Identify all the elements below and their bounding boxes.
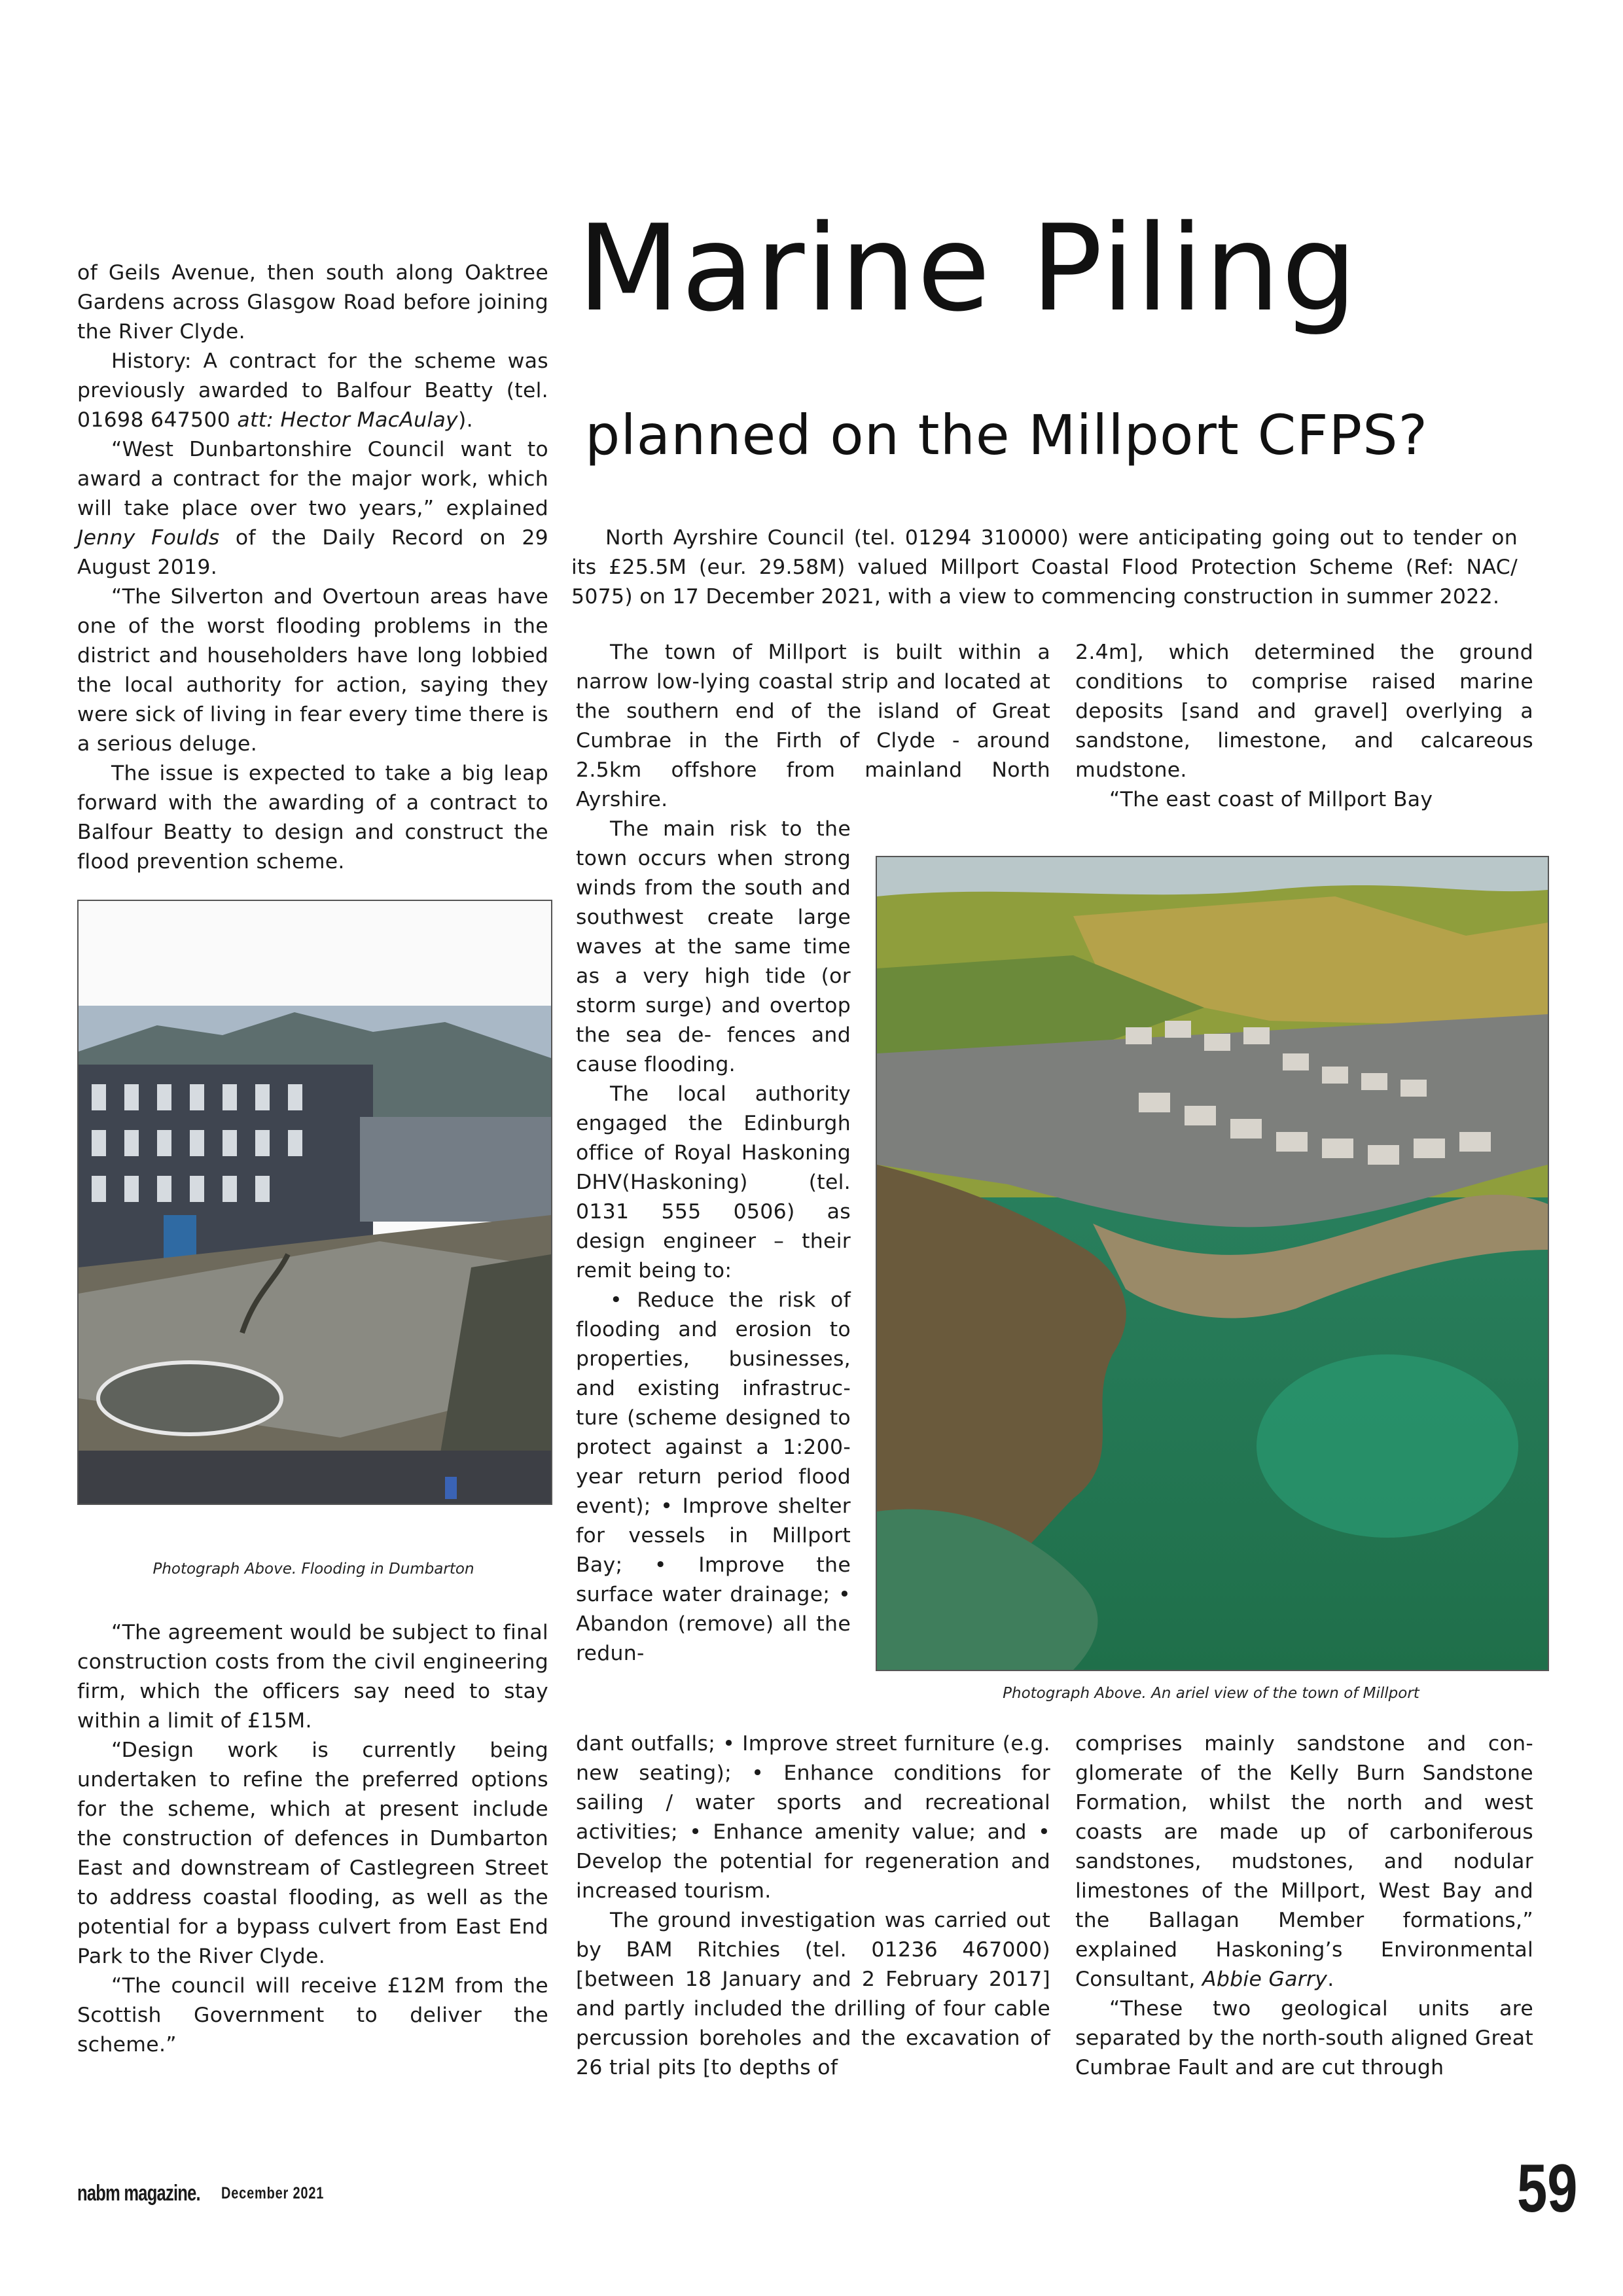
right-column-bottom-text xyxy=(1075,1729,1533,2083)
middle-column-top-text xyxy=(576,638,1050,815)
middle-column-narrow-text xyxy=(576,815,851,1669)
flooding-photo xyxy=(77,900,552,1505)
headline-subtitle: planned on the Millport CFPS? xyxy=(585,403,1429,467)
intro-paragraph: North Ayrshire Council (tel. 01294 310000) were anticipating going out to tender on its £25.5M (eur. 29.58M) valued Millport Coastal Flood Protection Scheme (Ref: NAC/ 5075) on 17 December 2021, with a view to commencing construction in summer 2022. xyxy=(571,526,1518,609)
millport-aerial-photo-caption: Photograph Above. An ariel view of the town of Millport xyxy=(1003,1685,1419,1702)
paragraph: The town of Millport is built within a narrow low-lying coastal strip and located at the southern end of the island of Great Cumbrae in the Firth of Clyde - around 2.5km offshore from mainland North Ayrshire. xyxy=(576,641,1050,811)
paragraph: The main risk to the town occurs when strong winds from the south and southwest create large waves at the same time as a very high tide (or storm surge) and overtop the sea de- fences and cause flooding. xyxy=(576,817,851,1076)
headline-title: Marine Piling xyxy=(577,199,1359,338)
paragraph: The local authority engaged the Edinburgh office of Royal Haskoning DHV(Haskoning) (tel. 0131 555 0506) as design engineer – their remit being to: xyxy=(576,1082,851,1282)
paragraph: The ground investigation was carried out by BAM Ritchies (tel. 01236 467000) [between 18 January and 2 February 2017] and partly included the drilling of four cable percussion boreholes and the excavation of 26 trial pits [to depths of xyxy=(576,1909,1050,2079)
footer-magazine-name: nabm magazine. xyxy=(77,2181,200,2206)
paragraph: History: A contract for the scheme was previously awarded to Balfour Beatty (tel. 01698 647500 att: Hector MacAulay). xyxy=(77,349,548,432)
left-column-bottom-text xyxy=(77,1618,548,2060)
footer-date: December 2021 xyxy=(221,2184,325,2202)
middle-column-bottom-text xyxy=(576,1729,1050,2083)
paragraph: The issue is expected to take a big leap forward with the awarding of a contract to Balfour Beatty to design and construct the flood prevention scheme. xyxy=(77,762,548,874)
paragraph: “These two geological units are separated by the north-south aligned Great Cumbrae Fault and are cut through xyxy=(1075,1997,1533,2079)
paragraph: 2.4m], which determined the ground conditions to comprise raised marine deposits [sand and gravel] overlying a sandstone, limestone, and calcareous mudstone. xyxy=(1075,641,1533,782)
left-column-top-text xyxy=(77,258,548,877)
paragraph: “The east coast of Millport Bay xyxy=(1109,788,1433,811)
right-column-top-text xyxy=(1075,638,1533,815)
paragraph: “The agreement would be subject to final construction costs from the civil engineering firm, which the officers say need to stay within a limit of £15M. xyxy=(77,1621,548,1733)
paragraph: comprises mainly sandstone and con- glomerate of the Kelly Burn Sandstone Formation, whilst the north and west coasts are made up of carboniferous sandstones, mudstones, and nodular limestones of the Millport, West Bay and the Ballagan Member formations,” explained Haskoning’s Environmental Consultant, Abbie Garry. xyxy=(1075,1732,1533,1991)
flooded-street-image xyxy=(79,901,551,1504)
footer-page-number: 59 xyxy=(1517,2151,1578,2227)
paragraph: “Design work is currently being undertaken to refine the preferred options for the scheme, which at present include the construction of defences in Dumbarton East and downstream of Castlegreen Street to address coastal flooding, as well as the potential for a bypass culvert from East End Park to the River Clyde. xyxy=(77,1739,548,1968)
paragraph: • Reduce the risk of flooding and erosion to properties, businesses, and existing infrastruc- ture (scheme designed to protect against a 1:200-year return period flood event); • Improve shelter for vessels in Millport Bay; • Improve the surface water drainage; • Abandon (remove) all the redun- xyxy=(576,1288,851,1665)
paragraph: of Geils Avenue, then south along Oaktree Gardens across Glasgow Road before joining the River Clyde. xyxy=(77,261,548,344)
aerial-town-image xyxy=(877,857,1548,1670)
millport-aerial-photo xyxy=(876,856,1549,1671)
paragraph: “The Silverton and Overtoun areas have one of the worst flooding problems in the district and householders have long lobbied the local authority for action, saying they were sick of living in fear every time there is a serious deluge. xyxy=(77,585,548,756)
flooding-photo-caption: Photograph Above. Flooding in Dumbarton xyxy=(152,1561,474,1578)
paragraph: “The council will receive £12M from the Scottish Government to deliver the scheme.” xyxy=(77,1974,548,2057)
paragraph: “West Dunbartonshire Council want to award a contract for the major work, which will take place over two years,” explained Jenny Foulds of the Daily Record on 29 August 2019. xyxy=(77,438,549,579)
paragraph: dant outfalls; • Improve street furniture (e.g. new seating); • Enhance conditions for sailing / water sports and recreational activities; • Enhance amenity value; and • Develop the potential for regeneration and increased tourism. xyxy=(576,1732,1050,1903)
